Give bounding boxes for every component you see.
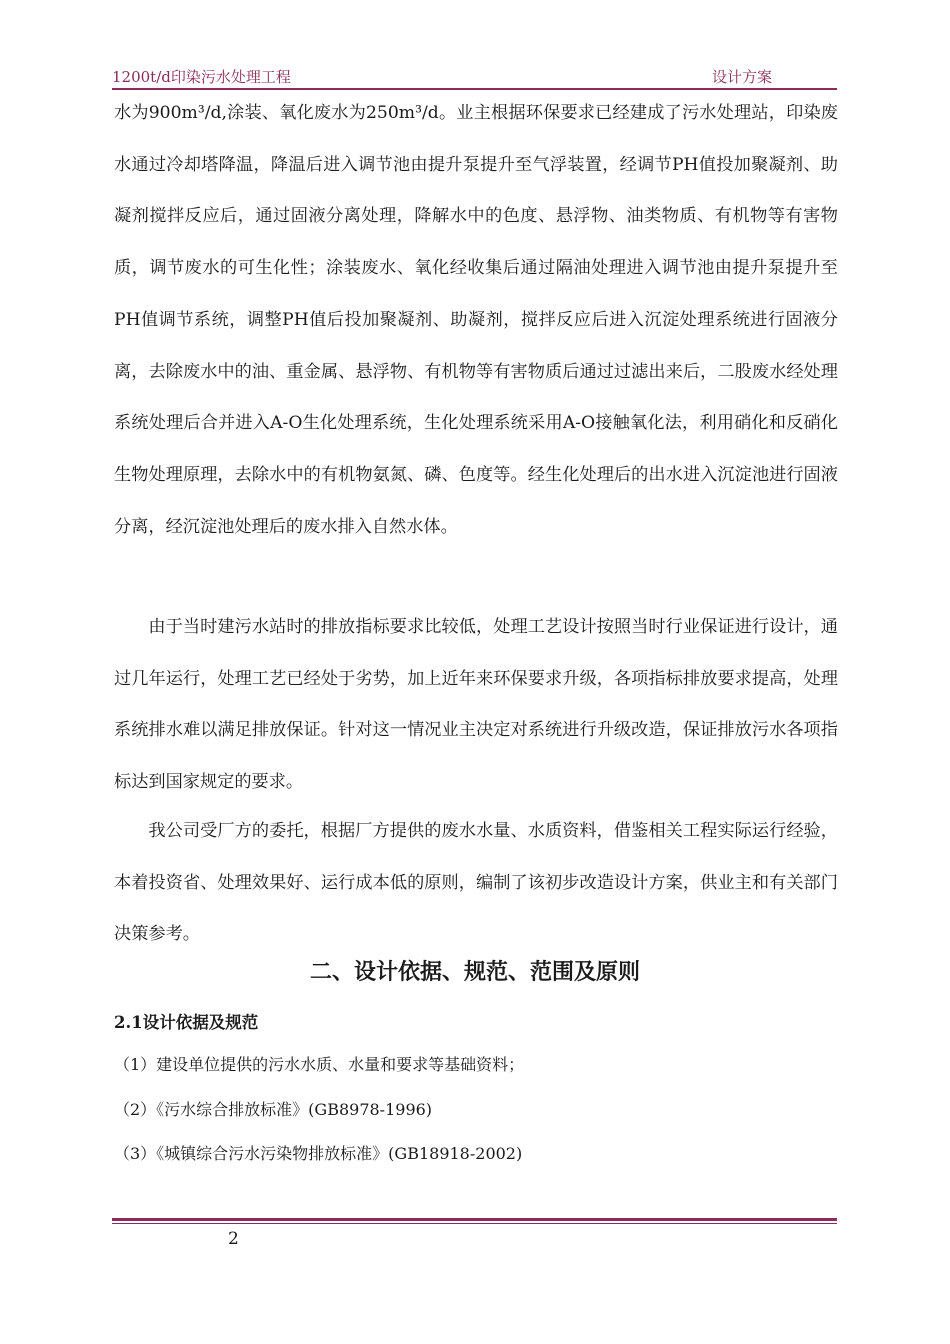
paragraph-process-description (114, 88, 838, 553)
section-title: 二、设计依据、规范、范围及原则 (309, 959, 640, 985)
list-item: （2）《污水综合排放标准》(GB8978-1996) (114, 1100, 433, 1119)
footer-divider-thick (112, 1218, 837, 1221)
header-doc-type: 设计方案 (712, 68, 773, 86)
paragraph-text: 水为900m³/d,涂装、氧化废水为250m³/d。业主根据环保要求已经建成了污水处理站，印染废水通过冷却塔降温，降温后进入调节池由提升泵提升至气浮装置，经调节PH值投加聚凝剂、助凝剂搅拌反应后，通过固液分离处理，降解水中的色度、悬浮物、油类物质、有机物等有害物质，调节废水的可生化性；涂装废水、氧化经收集后通过隔油处理进入调节池由提升泵提升至PH值调节系统，调整PH值后投加聚凝剂、助凝剂，搅拌反应后进入沉淀处理系统进行固液分离，去除废水中的油、重金属、悬浮物、有机物等有害物质后通过过滤出来后，二股废水经处理系统处理后合并进入A-O生化处理系统，生化处理系统采用A-O接触氧化法，利用硝化和反硝化生物处理原理，去除水中的有机物氨氮、磷、色度等。经生化处理后的出水进入沉淀池进行固液分离，经沉淀池处理后的废水排入自然水体。 (114, 103, 838, 537)
paragraph-text: 我公司受厂方的委托，根据厂方提供的废水水量、水质资料，借鉴相关工程实际运行经验，本着投资省、处理效果好、运行成本低的原则，编制了该初步改造设计方案，供业主和有关部门决策参考。 (114, 821, 838, 945)
header-project-title: 1200t/d印染污水处理工程 (112, 68, 291, 86)
paragraph-upgrade-reason (114, 602, 838, 809)
list-item: （3）《城镇综合污水污染物排放标准》(GB18918-2002) (114, 1144, 523, 1163)
page-number: 2 (228, 1229, 239, 1249)
list-item: （1）建设单位提供的污水水质、水量和要求等基础资料； (114, 1055, 525, 1074)
footer-divider-thin (112, 1223, 837, 1224)
subsection-title: 2.1设计依据及规范 (114, 1013, 259, 1032)
paragraph-commission (114, 806, 838, 961)
paragraph-text: 由于当时建污水站时的排放指标要求比较低，处理工艺设计按照当时行业保证进行设计，通过几年运行，处理工艺已经处于劣势，加上近年来环保要求升级，各项指标排放要求提高，处理系统排水难以满足排放保证。针对这一情况业主决定对系统进行升级改造，保证排放污水各项指标达到国家规定的要求。 (114, 617, 838, 793)
